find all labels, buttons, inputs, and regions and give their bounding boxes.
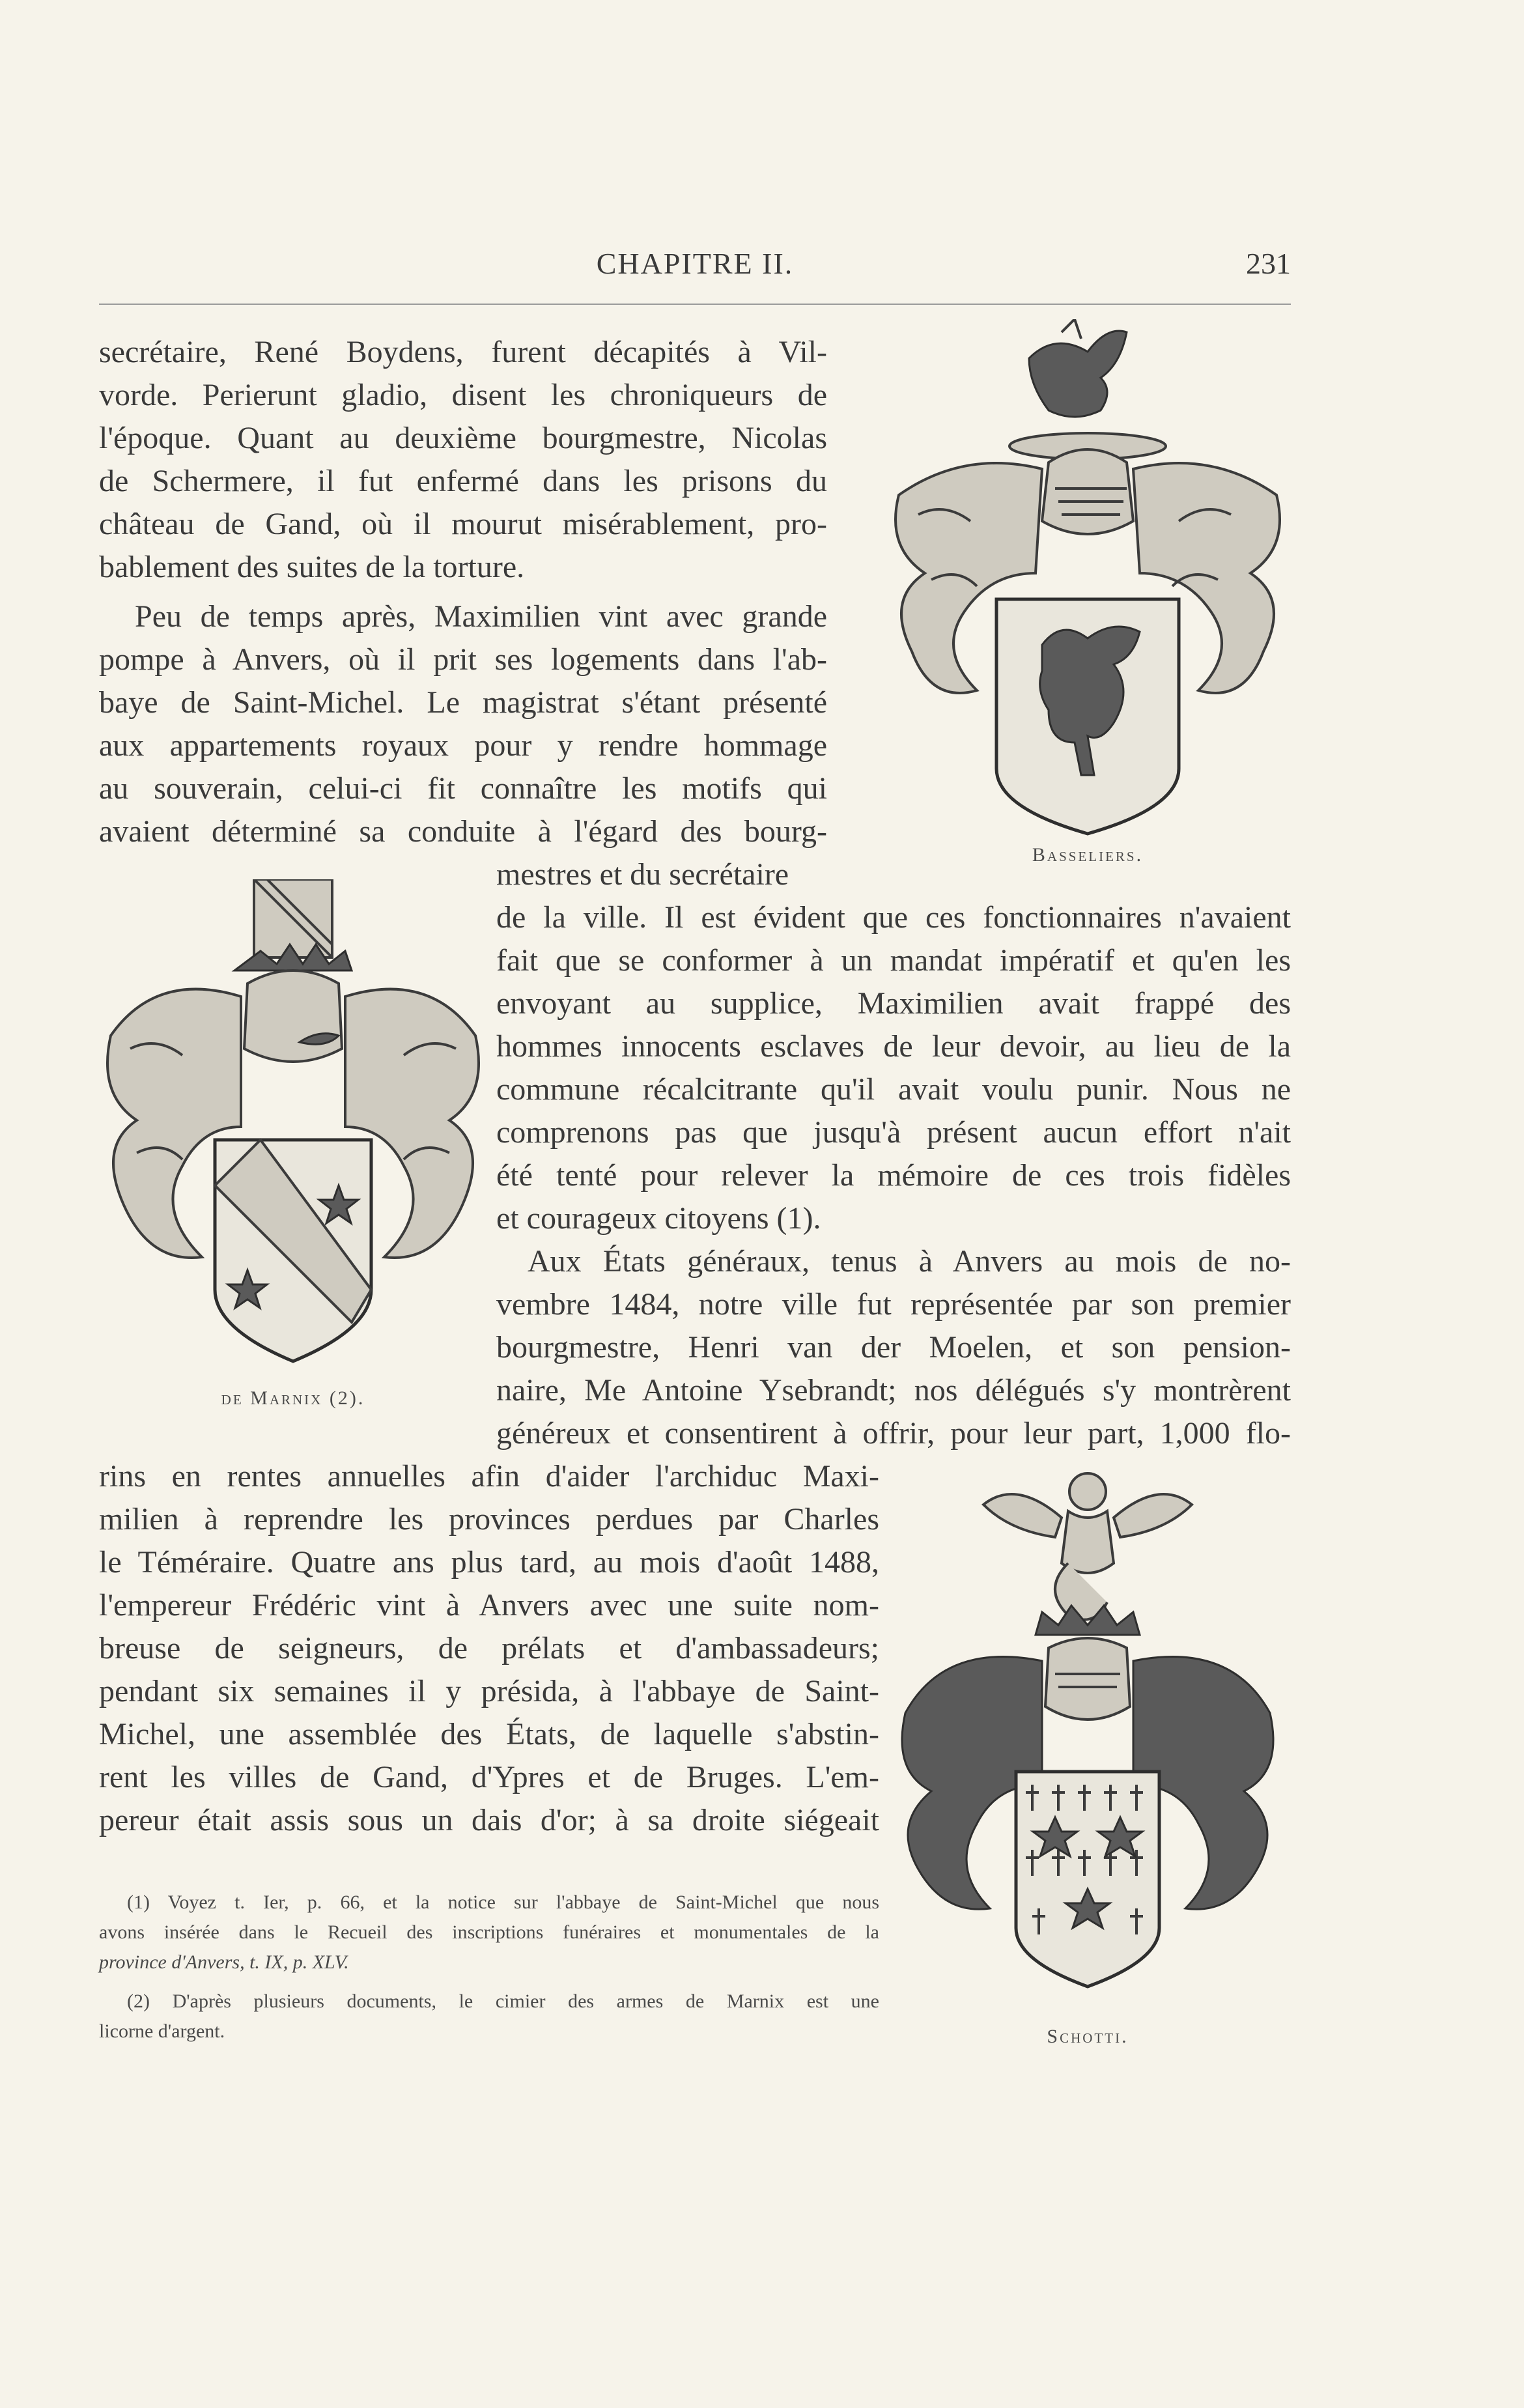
text-line: fait que se conformer à un mandat impératif et qu'en les	[496, 943, 1291, 978]
text-line: commune récalcitrante qu'il avait voulu punir. Nous ne	[496, 1072, 1291, 1107]
text-line: envoyant au supplice, Maximilien avait frappé des	[496, 986, 1291, 1021]
chapter-title: CHAPITRE II.	[596, 247, 794, 280]
text-line: l'époque. Quant au deuxième bourgmestre, Nicolas	[99, 421, 827, 455]
text-line: avaient déterminé sa conduite à l'égard des bourg-	[99, 814, 827, 849]
text-line: château de Gand, où il mourut misérablement, pro-	[99, 507, 827, 541]
text-line: bourgmestre, Henri van der Moelen, et son pension-	[496, 1330, 1291, 1365]
text-line: breuse de seigneurs, de prélats et d'ambassadeurs;	[99, 1631, 879, 1665]
text-line: pompe à Anvers, où il prit ses logements dans l'ab-	[99, 642, 827, 677]
text-line: de la ville. Il est évident que ces fonctionnaires n'avaient	[496, 900, 1291, 935]
text-line: aux appartements royaux pour y rendre hommage	[99, 728, 827, 763]
text-line: baye de Saint-Michel. Le magistrat s'étant présenté	[99, 685, 827, 720]
text-line: et courageux citoyens (1).	[496, 1201, 821, 1236]
footnote-line: licorne d'argent.	[99, 2020, 225, 2042]
page-number: 231	[1246, 247, 1291, 280]
text-line: le Téméraire. Quatre ans plus tard, au mois d'août 1488,	[99, 1545, 879, 1579]
footnote-line: (1) Voyez t. Ier, p. 66, et la notice sur l'abbaye de Saint-Michel que nous	[127, 1891, 879, 1913]
text-line: Michel, une assemblée des États, de laquelle s'abstin-	[99, 1717, 879, 1751]
text-line: secrétaire, René Boydens, furent décapités à Vil-	[99, 335, 827, 369]
text-line: au souverain, celui-ci fit connaître les motifs qui	[99, 771, 827, 806]
text-line: de Schermere, il fut enfermé dans les prisons du	[99, 464, 827, 498]
text-line: vembre 1484, notre ville fut représentée par son premier	[496, 1287, 1291, 1322]
text-line: comprenons pas que jusqu'à présent aucun effort n'ait	[496, 1115, 1291, 1150]
text-line: milien à reprendre les provinces perdues par Charles	[99, 1502, 879, 1537]
text-line: Peu de temps après, Maximilien vint avec grande	[135, 599, 827, 634]
text-line: vorde. Perierunt gladio, disent les chroniqueurs de	[99, 378, 827, 412]
text-line: généreux et consentirent à offrir, pour leur part, 1,000 flo-	[496, 1416, 1291, 1451]
text-line: pereur était assis sous un dais d'or; à sa droite siégeait	[99, 1803, 879, 1837]
text-line: été tenté pour relever la mémoire de ces trois fidèles	[496, 1158, 1291, 1193]
text-line: rins en rentes annuelles afin d'aider l'archiduc Maxi-	[99, 1459, 879, 1494]
text-line: pendant six semaines il y présida, à l'abbaye de Saint-	[99, 1674, 879, 1708]
text-line: naire, Me Antoine Ysebrandt; nos délégués s'y montrèrent	[496, 1373, 1291, 1408]
footnote-line: (2) D'après plusieurs documents, le cimier des armes de Marnix est une	[127, 1990, 879, 2012]
footnote-line: avons insérée dans le Recueil des inscriptions funéraires et monumentales de la	[99, 1921, 879, 1943]
schotti-coat-of-arms	[892, 1466, 1283, 2006]
caption-basseliers: Basseliers.	[1032, 844, 1144, 866]
marnix-coat-of-arms	[104, 879, 482, 1381]
text-line: Aux États généraux, tenus à Anvers au mois de no-	[528, 1244, 1291, 1279]
caption-marnix: de Marnix (2).	[221, 1387, 365, 1409]
text-line: mestres et du secrétaire	[496, 857, 789, 892]
header-rule	[99, 304, 1291, 305]
text-line: l'empereur Frédéric vint à Anvers avec une suite nom-	[99, 1588, 879, 1622]
text-line: rent les villes de Gand, d'Ypres et de Bruges. L'em-	[99, 1760, 879, 1794]
running-header	[99, 246, 1291, 285]
basseliers-coat-of-arms	[866, 319, 1303, 840]
text-line: bablement des suites de la torture.	[99, 550, 525, 584]
footnote-line: province d'Anvers, t. IX, p. XLV.	[99, 1951, 349, 1973]
caption-schotti: Schotti.	[1047, 2026, 1129, 2047]
text-line: hommes innocents esclaves de leur devoir, au lieu de la	[496, 1029, 1291, 1064]
